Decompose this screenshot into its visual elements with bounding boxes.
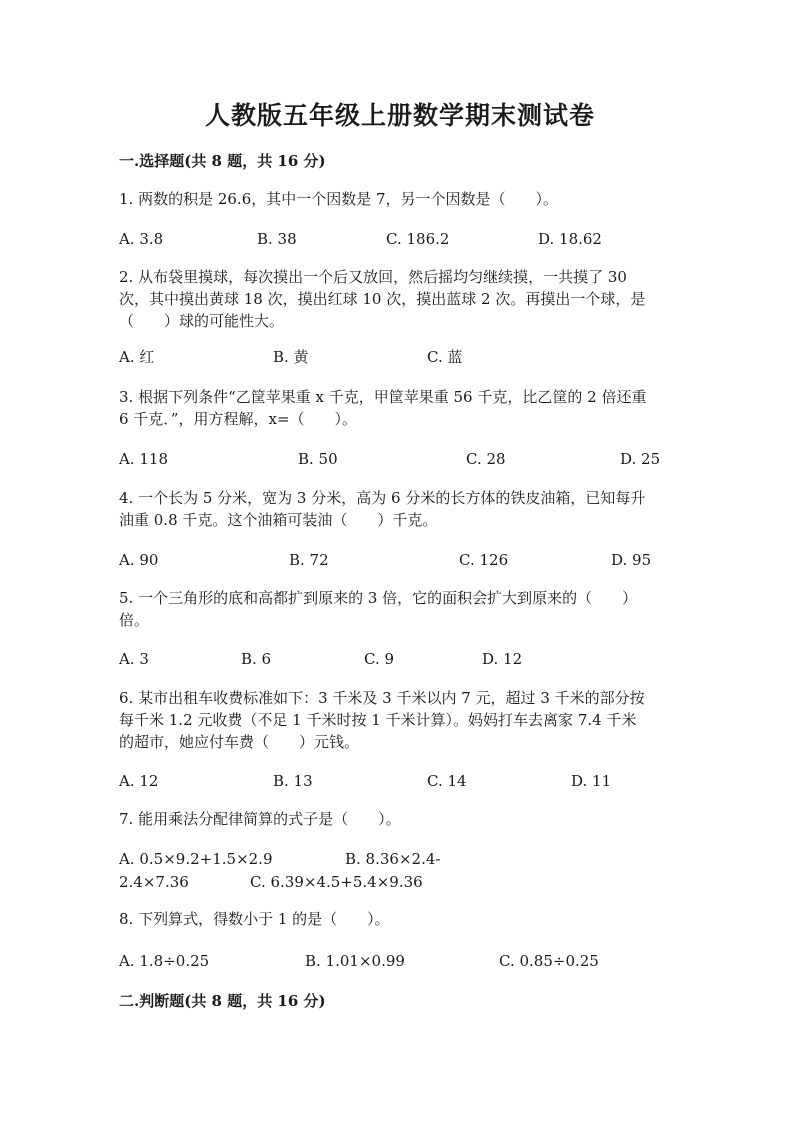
question-8-option-b: B. 1.01×0.99 <box>305 952 405 970</box>
question-2-stem-line: 2. 从布袋里摸球，每次摸出一个后又放回，然后摇均匀继续摸，一共摸了 30 <box>119 268 627 286</box>
question-8-option-c: C. 0.85÷0.25 <box>499 952 599 970</box>
question-4-option-d: D. 95 <box>611 551 652 569</box>
question-3-stem <box>119 386 684 430</box>
question-2-stem-line: （ ）球的可能性大。 <box>119 312 285 330</box>
question-1-option-a: A. 3.8 <box>119 230 164 248</box>
question-3-option-b: B. 50 <box>298 450 338 468</box>
question-2-option-b: B. 黄 <box>273 348 309 366</box>
question-7-option-c: C. 6.39×4.5+5.4×9.36 <box>250 873 423 891</box>
question-1-stem: 1. 两数的积是 26.6，其中一个因数是 7，另一个因数是（ ）。 <box>119 190 559 208</box>
question-3-option-d: D. 25 <box>620 450 661 468</box>
question-6-stem-line: 每千米 1.2 元收费（不足 1 千米时按 1 千米计算）。妈妈打车去离家 7.4 千米 <box>119 711 637 729</box>
question-5-option-c: C. 9 <box>364 650 395 668</box>
question-5-stem-line: 倍。 <box>119 611 150 629</box>
question-7-option-b-continued: 2.4×7.36 <box>119 873 189 891</box>
question-7-stem: 7. 能用乘法分配律简算的式子是（ ）。 <box>119 810 401 828</box>
question-3-option-a: A. 118 <box>119 450 168 468</box>
question-6-option-c: C. 14 <box>427 772 467 790</box>
page-title: 人教版五年级上册数学期末测试卷 <box>204 101 595 130</box>
question-5-option-b: B. 6 <box>241 650 272 668</box>
question-6-option-b: B. 13 <box>273 772 313 790</box>
question-3-stem-line: 6 千克．”，用方程解，x=（ ）。 <box>119 410 358 428</box>
question-5-option-d: D. 12 <box>482 650 523 668</box>
question-1-option-b: B. 38 <box>257 230 297 248</box>
question-4-stem-line: 油重 0.8 千克。这个油箱可装油（ ）千克。 <box>119 511 438 529</box>
question-6-stem <box>119 687 684 753</box>
section-heading-judgment: 二.判断题(共 8 题，共 16 分) <box>119 992 326 1010</box>
question-8-option-a: A. 1.8÷0.25 <box>119 952 210 970</box>
question-6-option-a: A. 12 <box>119 772 159 790</box>
question-8-stem: 8. 下列算式，得数小于 1 的是（ ）。 <box>119 910 390 928</box>
question-4-option-a: A. 90 <box>119 551 159 569</box>
question-5-option-a: A. 3 <box>119 650 149 668</box>
question-6-stem-line: 的超市，她应付车费（ ）元钱。 <box>119 733 360 751</box>
question-4-option-b: B. 72 <box>289 551 329 569</box>
question-2-stem <box>119 266 684 332</box>
question-5-stem <box>119 587 684 631</box>
question-2-stem-line: 次，其中摸出黄球 18 次，摸出红球 10 次，摸出蓝球 2 次。再摸出一个球，是 <box>119 290 646 308</box>
question-6-stem-line: 6. 某市出租车收费标准如下：3 千米及 3 千米以内 7 元，超过 3 千米的部分按 <box>119 689 645 707</box>
section-heading-choice: 一.选择题(共 8 题，共 16 分) <box>119 152 326 170</box>
question-4-option-c: C. 126 <box>459 551 509 569</box>
question-4-stem <box>119 487 684 531</box>
question-6-option-d: D. 11 <box>571 772 612 790</box>
question-7-option-a: A. 0.5×9.2+1.5×2.9 <box>119 850 273 868</box>
question-7-option-b: B. 8.36×2.4- <box>345 850 441 868</box>
question-4-stem-line: 4. 一个长为 5 分米，宽为 3 分米，高为 6 分米的长方体的铁皮油箱，已知每升 <box>119 489 646 507</box>
question-2-option-a: A. 红 <box>119 348 155 366</box>
question-3-stem-line: 3. 根据下列条件“乙筐苹果重 x 千克，甲筐苹果重 56 千克，比乙筐的 2 倍还重 <box>119 388 647 406</box>
question-3-option-c: C. 28 <box>466 450 506 468</box>
question-1-option-c: C. 186.2 <box>386 230 450 248</box>
question-1-option-d: D. 18.62 <box>538 230 602 248</box>
question-5-stem-line: 5. 一个三角形的底和高都扩到原来的 3 倍，它的面积会扩大到原来的（ ） <box>119 589 638 607</box>
question-2-option-c: C. 蓝 <box>427 348 463 366</box>
